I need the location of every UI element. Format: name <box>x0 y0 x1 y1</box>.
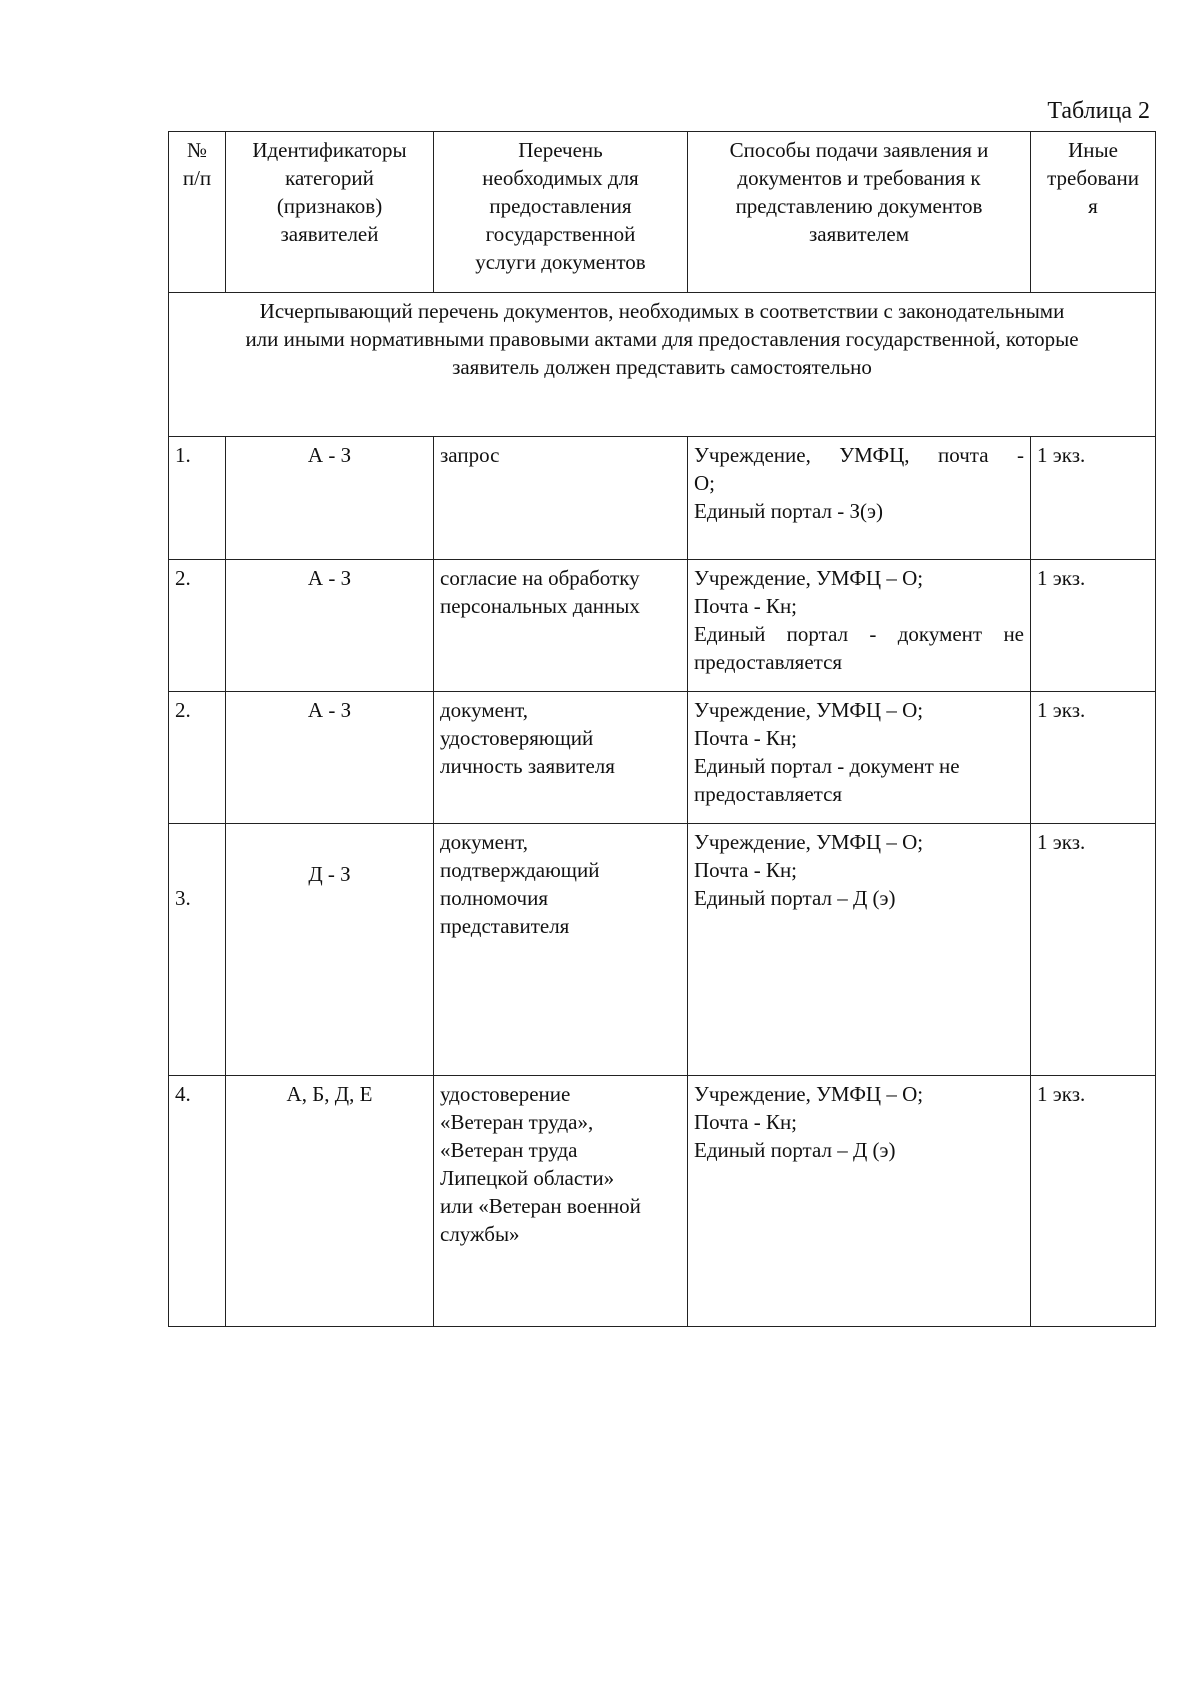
row-document: документ, подтверждающий полномочия представителя <box>434 824 688 1076</box>
table-caption: Таблица 2 <box>1047 98 1150 124</box>
row-other: 1 экз. <box>1031 1076 1156 1327</box>
row-number: 3. <box>169 824 226 1076</box>
table-row <box>169 437 1156 560</box>
header-methods: Способы подачи заявления и документов и требования к представлению документов заявителем <box>688 132 1031 293</box>
row-category: А, Б, Д, Е <box>226 1076 434 1327</box>
row-category: А - З <box>226 560 434 692</box>
row-category: А - З <box>226 692 434 824</box>
row-number: 2. <box>169 692 226 824</box>
row-methods: Учреждение, УМФЦ – О; Почта - Кн; Единый портал - документ не предоставляется <box>688 692 1031 824</box>
row-other: 1 экз. <box>1031 560 1156 692</box>
row-other: 1 экз. <box>1031 824 1156 1076</box>
row-methods: Учреждение, УМФЦ – О; Почта - Кн; Единый портал – Д (э) <box>688 1076 1031 1327</box>
row-document: документ, удостоверяющий личность заявителя <box>434 692 688 824</box>
header-documents: Перечень необходимых для предоставления государственной услуги документов <box>434 132 688 293</box>
section-heading: Исчерпывающий перечень документов, необходимых в соответствии с законодательными или иными нормативными правовыми актами для предоставления государственной, которые заявитель должен представить самостоятельно <box>169 293 1156 437</box>
row-methods: Учреждение, УМФЦ – О; Почта - Кн; Единый портал – Д (э) <box>688 824 1031 1076</box>
table-row <box>169 692 1156 824</box>
header-other: Иные требовани я <box>1031 132 1156 293</box>
table-row <box>169 560 1156 692</box>
row-category: Д - З <box>226 824 434 1076</box>
row-number: 4. <box>169 1076 226 1327</box>
row-number: 1. <box>169 437 226 560</box>
row-methods: Учреждение, УМФЦ – О; Почта - Кн; Единый портал - документ не предоставляется <box>688 560 1031 692</box>
section-row <box>169 293 1156 437</box>
row-document: согласие на обработку персональных данных <box>434 560 688 692</box>
row-document: запрос <box>434 437 688 560</box>
table-header-row <box>169 132 1156 293</box>
row-category: А - З <box>226 437 434 560</box>
documents-table <box>168 131 1156 1327</box>
header-category: Идентификаторы категорий (признаков) заявителей <box>226 132 434 293</box>
row-other: 1 экз. <box>1031 692 1156 824</box>
row-other: 1 экз. <box>1031 437 1156 560</box>
row-document: удостоверение «Ветеран труда», «Ветеран труда Липецкой области» или «Ветеран военной службы» <box>434 1076 688 1327</box>
table-row <box>169 824 1156 1076</box>
row-number: 2. <box>169 560 226 692</box>
row-methods: Учреждение, УМФЦ, почта - О; Единый портал - З(э) <box>688 437 1031 560</box>
header-number: № п/п <box>169 132 226 293</box>
table-row <box>169 1076 1156 1327</box>
